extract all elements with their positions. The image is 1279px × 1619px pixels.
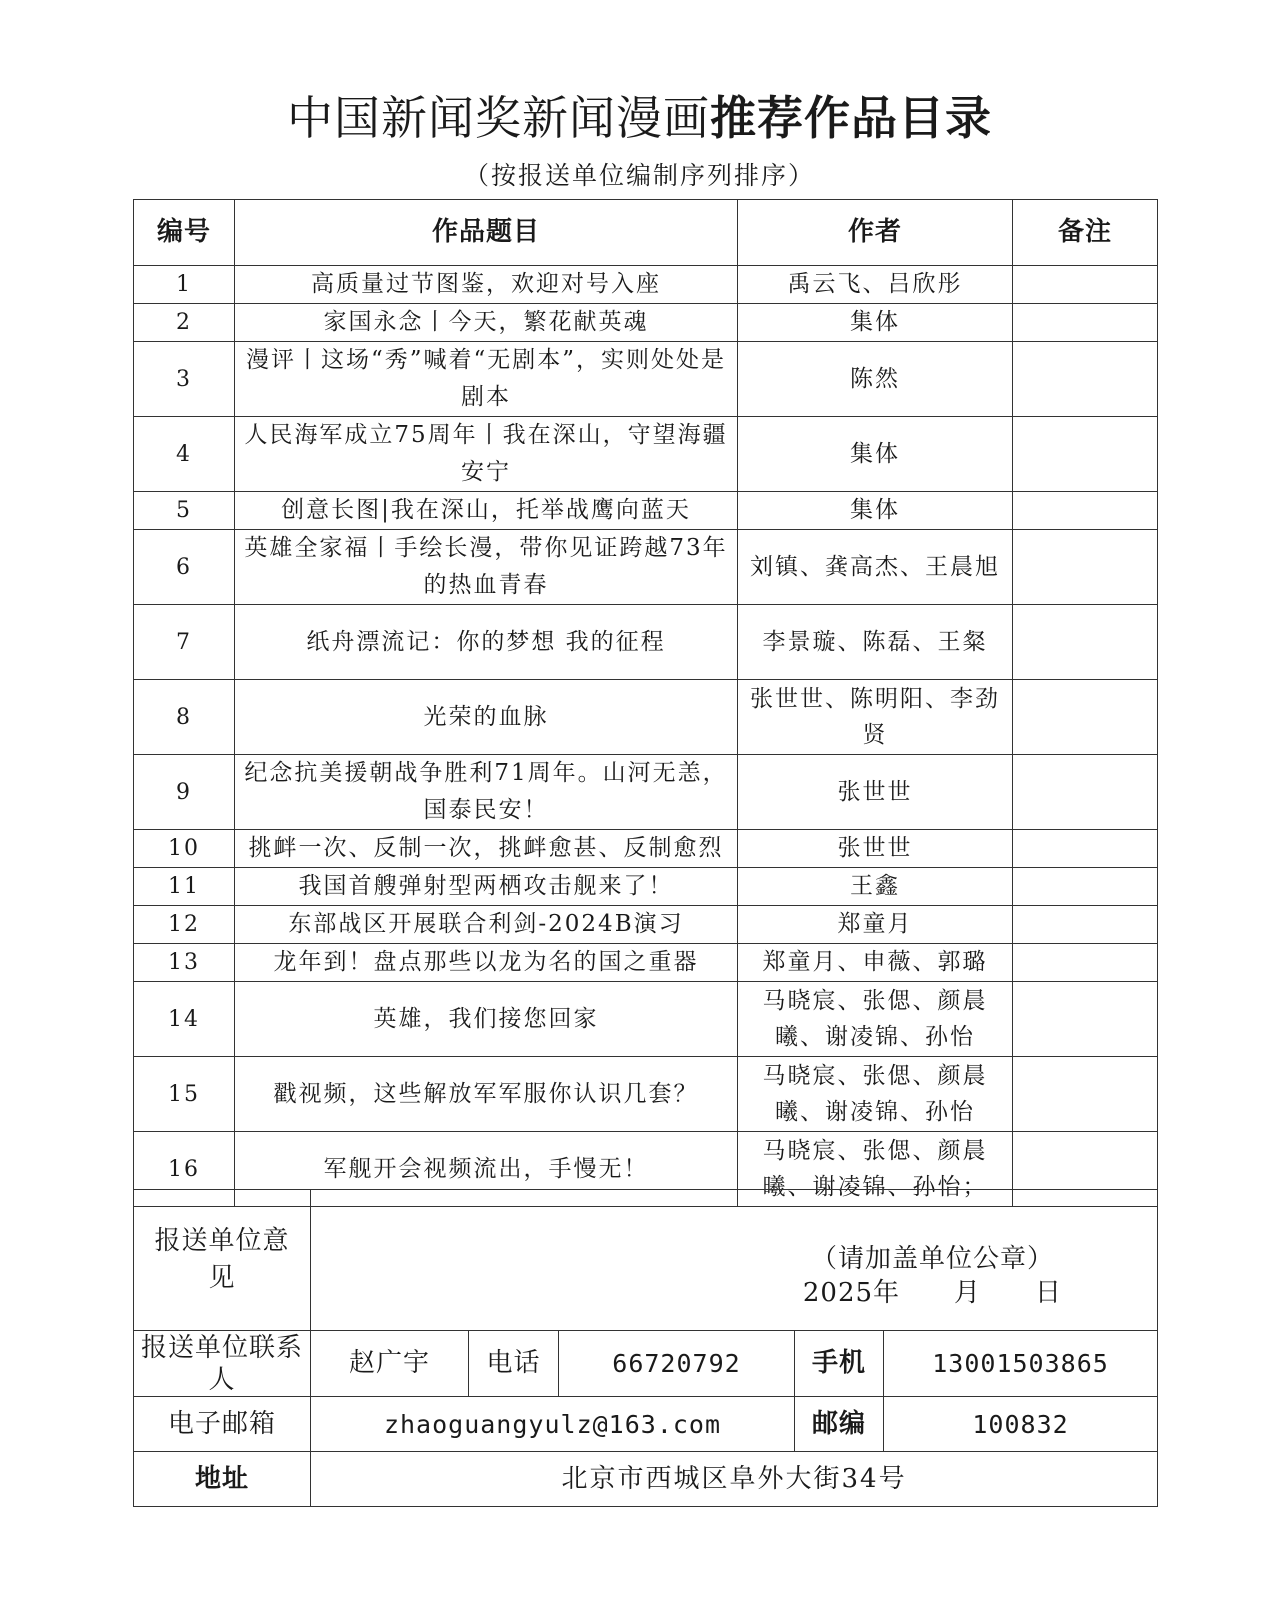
work-title: 军舰开会视频流出，手慢无！ [235,1132,738,1207]
work-author: 陈然 [738,342,1013,417]
submitter-table [133,1189,1158,1507]
work-author: 禹云飞、吕欣彤 [738,266,1013,304]
contact-name: 赵广宇 [311,1331,469,1397]
table-row [134,982,1158,1057]
table-row [134,605,1158,680]
work-note [1013,944,1158,982]
table-row [134,755,1158,830]
work-author: 集体 [738,492,1013,530]
table-row [134,868,1158,906]
mobile-label: 手机 [795,1331,884,1397]
stamp-block [803,1242,1062,1310]
table-row [134,417,1158,492]
contact-row [134,1331,1158,1397]
work-title: 创意长图|我在深山，托举战鹰向蓝天 [235,492,738,530]
row-number: 6 [134,530,235,605]
work-author: 张世世、陈明阳、李劲贤 [738,680,1013,755]
table-row [134,944,1158,982]
work-note [1013,605,1158,680]
row-number: 9 [134,755,235,830]
work-author: 张世世 [738,755,1013,830]
work-title: 高质量过节图鉴，欢迎对号入座 [235,266,738,304]
page-title [0,82,1279,148]
stamp-note: （请加盖单位公章） [810,1244,1054,1274]
work-author: 马晓宸、张偲、颜晨曦、谢凌锦、孙怡 [738,982,1013,1057]
work-title: 家国永念丨今天，繁花献英魂 [235,304,738,342]
table-body [134,266,1158,1207]
work-title: 光荣的血脉 [235,680,738,755]
work-note [1013,680,1158,755]
work-note [1013,755,1158,830]
header-author: 作者 [738,200,1013,266]
email-label: 电子邮箱 [134,1397,311,1452]
work-author: 王鑫 [738,868,1013,906]
table-row [134,266,1158,304]
work-title: 东部战区开展联合利剑-2024B演习 [235,906,738,944]
row-number: 3 [134,342,235,417]
row-number: 12 [134,906,235,944]
phone-label: 电话 [469,1331,559,1397]
table-row [134,342,1158,417]
work-note [1013,492,1158,530]
row-number: 14 [134,982,235,1057]
work-note [1013,1057,1158,1132]
work-author: 集体 [738,417,1013,492]
page-subtitle: （按报送单位编制序列排序） [463,161,815,190]
work-note [1013,830,1158,868]
table-header-row [134,200,1158,266]
row-number: 16 [134,1132,235,1207]
table-row [134,906,1158,944]
mobile-value: 13001503865 [884,1331,1158,1397]
work-note [1013,530,1158,605]
work-author: 集体 [738,304,1013,342]
work-title: 戳视频，这些解放军军服你认识几套？ [235,1057,738,1132]
postcode-value: 100832 [884,1397,1158,1452]
work-title: 人民海军成立75周年丨我在深山，守望海疆安宁 [235,417,738,492]
work-author: 马晓宸、张偲、颜晨曦、谢凌锦、孙怡； [738,1132,1013,1207]
opinion-row [134,1190,1158,1331]
table-row [134,680,1158,755]
table-row [134,1057,1158,1132]
email-value: zhaoguangyulz@163.com [311,1397,795,1452]
address-value: 北京市西城区阜外大街34号 [311,1452,1158,1507]
work-note [1013,417,1158,492]
work-author: 刘镇、龚高杰、王晨旭 [738,530,1013,605]
work-author: 马晓宸、张偲、颜晨曦、谢凌锦、孙怡 [738,1057,1013,1132]
row-number: 2 [134,304,235,342]
work-title: 挑衅一次、反制一次，挑衅愈甚、反制愈烈 [235,830,738,868]
work-title: 纸舟漂流记：你的梦想 我的征程 [235,605,738,680]
work-author: 郑童月、申薇、郭璐 [738,944,1013,982]
work-title: 英雄，我们接您回家 [235,982,738,1057]
email-row [134,1397,1158,1452]
header-note: 备注 [1013,200,1158,266]
work-author: 李景璇、陈磊、王粲 [738,605,1013,680]
row-number: 10 [134,830,235,868]
table-row [134,492,1158,530]
row-number: 5 [134,492,235,530]
opinion-label: 报送单位意见 [134,1190,311,1331]
table-row [134,304,1158,342]
row-number: 11 [134,868,235,906]
work-title: 漫评丨这场“秀”喊着“无剧本”，实则处处是剧本 [235,342,738,417]
date-line: 2025年 月 日 [802,1278,1063,1308]
work-title: 纪念抗美援朝战争胜利71周年。山河无恙，国泰民安！ [235,755,738,830]
row-number: 15 [134,1057,235,1132]
table-row [134,530,1158,605]
work-note [1013,982,1158,1057]
row-number: 7 [134,605,235,680]
row-number: 1 [134,266,235,304]
opinion-cell [311,1190,1158,1331]
address-label: 地址 [134,1452,311,1507]
work-note [1013,342,1158,417]
work-title: 龙年到！盘点那些以龙为名的国之重器 [235,944,738,982]
title-normal: 中国新闻奖新闻漫画 [287,91,710,145]
title-bold: 推荐作品目录 [710,91,992,145]
header-title: 作品题目 [235,200,738,266]
works-table [133,199,1158,1207]
work-note [1013,868,1158,906]
header-number: 编号 [134,200,235,266]
work-note [1013,304,1158,342]
contact-label: 报送单位联系人 [134,1331,311,1397]
work-author: 张世世 [738,830,1013,868]
row-number: 4 [134,417,235,492]
work-note [1013,906,1158,944]
phone-value: 66720792 [559,1331,795,1397]
work-note [1013,266,1158,304]
postcode-label: 邮编 [795,1397,884,1452]
row-number: 13 [134,944,235,982]
work-title: 英雄全家福丨手绘长漫，带你见证跨越73年的热血青春 [235,530,738,605]
work-title: 我国首艘弹射型两栖攻击舰来了！ [235,868,738,906]
work-author: 郑童月 [738,906,1013,944]
table-row [134,830,1158,868]
address-row [134,1452,1158,1507]
row-number: 8 [134,680,235,755]
